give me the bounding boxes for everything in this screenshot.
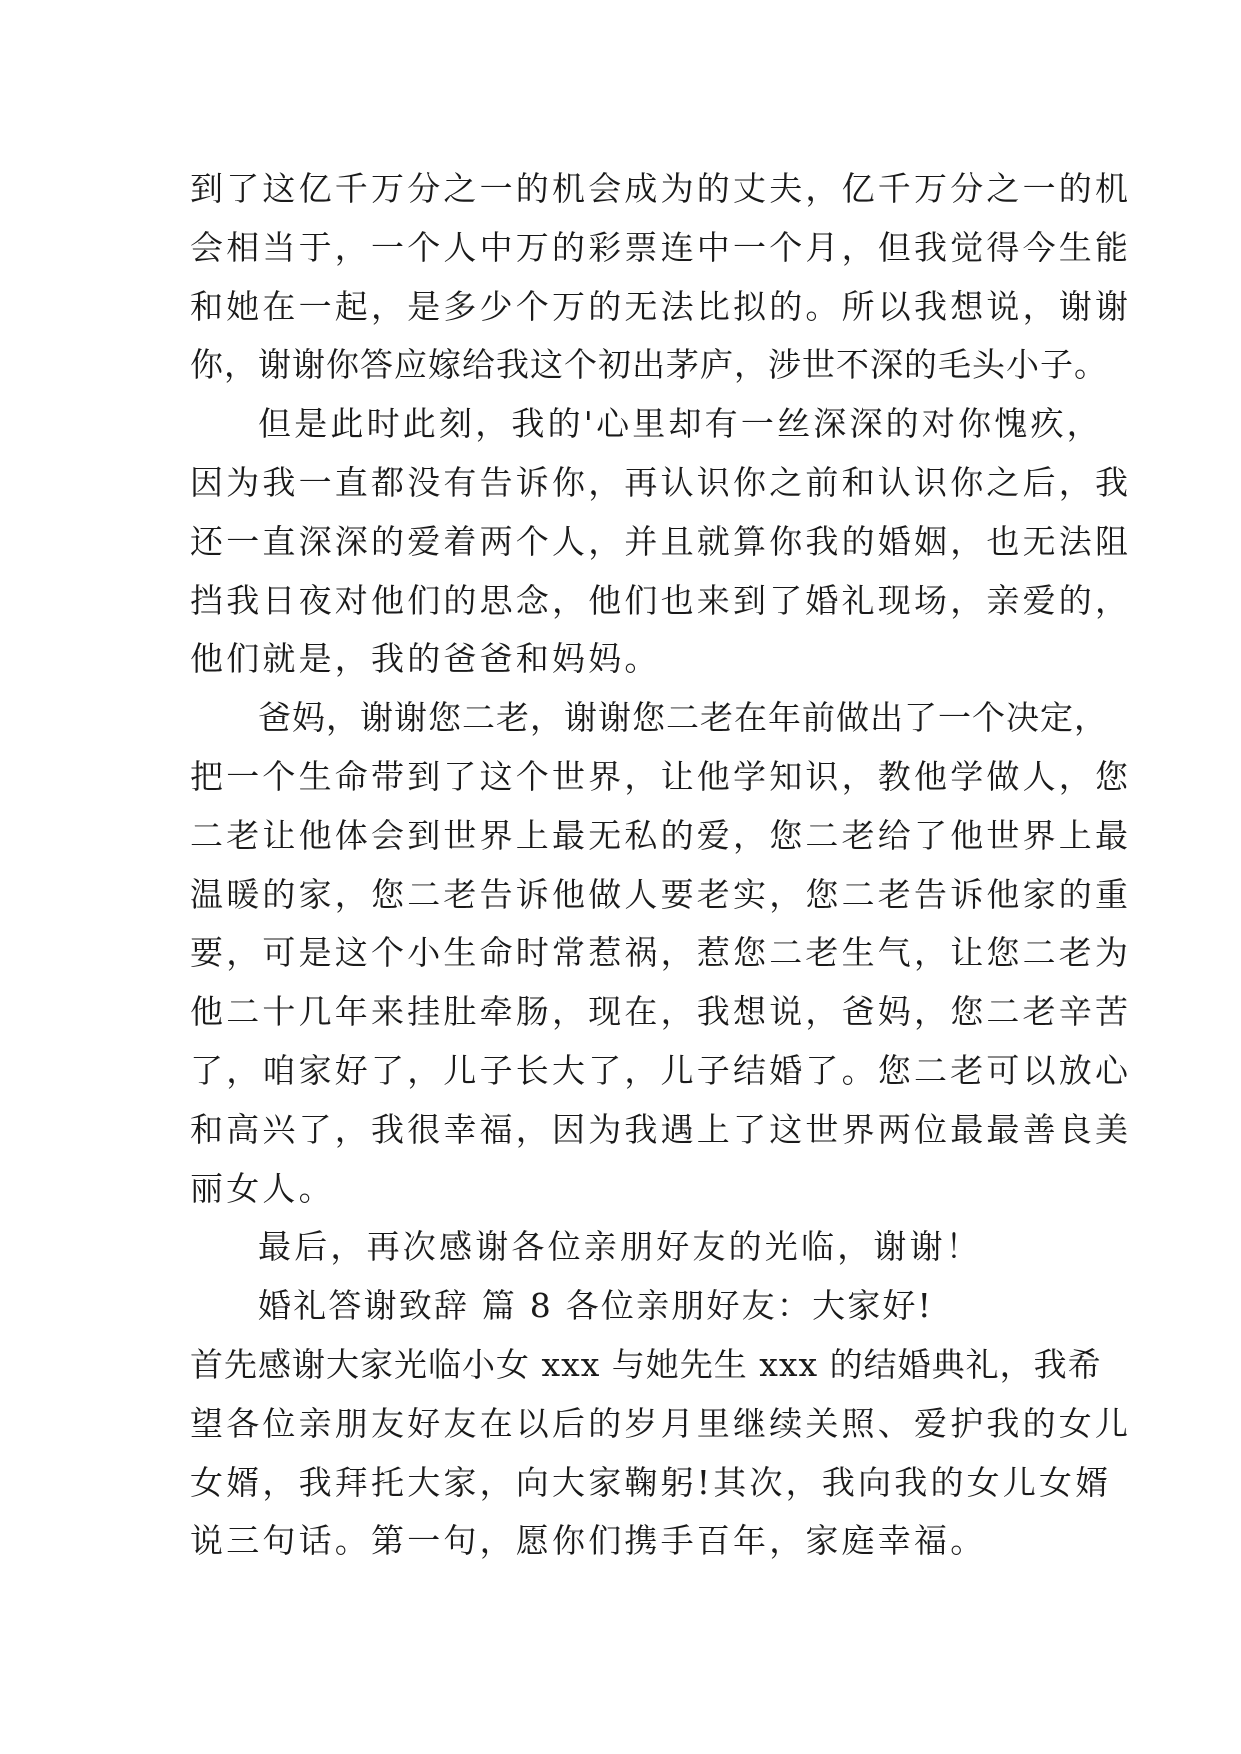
paragraph-start-line: 爸妈，谢谢您二老，谢谢您二老在年前做出了一个决定， <box>258 698 1108 738</box>
text-line: 首先感谢大家光临小女 xxx 与她先生 xxx 的结婚典礼，我希 <box>190 1344 1102 1384</box>
paragraph-start-line: 但是此时此刻，我的'心里却有一丝深深的对你愧疚， <box>258 404 1103 444</box>
text-line: 把一个生命带到了这个世界，让他学知识，教他学做人，您 <box>190 756 1132 796</box>
text-line: 会相当于，一个人中万的彩票连中一个月，但我觉得今生能 <box>190 227 1132 267</box>
text-line: 他二十几年来挂肚牵肠，现在，我想说，爸妈，您二老辛苦 <box>190 992 1132 1032</box>
text-line: 和她在一起，是多少个万的无法比拟的。所以我想说，谢谢 <box>190 286 1132 326</box>
text-line: 到了这亿千万分之一的机会成为的丈夫，亿千万分之一的机 <box>190 169 1132 208</box>
text-line: 二老让他体会到世界上最无私的爱，您二老给了他世界上最 <box>190 815 1132 855</box>
text-line: 因为我一直都没有告诉你，再认识你之前和认识你之后，我 <box>190 462 1132 502</box>
text-line: 温暖的家，您二老告诉他做人要老实，您二老告诉他家的重 <box>190 874 1132 914</box>
text-line: 了，咱家好了，儿子长大了，儿子结婚了。您二老可以放心 <box>190 1050 1132 1090</box>
text-line: 望各位亲朋友好友在以后的岁月里继续关照、爱护我的女儿 <box>190 1403 1132 1443</box>
text-line: 还一直深深的爱着两个人，并且就算你我的婚姻，也无法阻 <box>190 521 1132 561</box>
paragraph-start-line: 最后，再次感谢各位亲朋好友的光临，谢谢！ <box>258 1227 982 1267</box>
text-line: 要，可是这个小生命时常惹祸，惹您二老生气，让您二老为 <box>190 933 1132 973</box>
text-line: 女婿，我拜托大家，向大家鞠躬!其次，我向我的女儿女婿 <box>190 1462 1112 1502</box>
text-line: 你，谢谢你答应嫁给我这个初出茅庐，涉世不深的毛头小子。 <box>190 345 1108 385</box>
body-text <box>190 160 1132 1571</box>
text-line: 挡我日夜对他们的思念，他们也来到了婚礼现场，亲爱的， <box>190 580 1132 620</box>
text-line: 他们就是，我的爸爸和妈妈。 <box>190 639 661 679</box>
section-heading-line: 婚礼答谢致辞 篇 8 各位亲朋好友：大家好! <box>258 1286 934 1326</box>
text-line: 和高兴了，我很幸福，因为我遇上了这世界两位最最善良美 <box>190 1109 1132 1149</box>
text-line: 丽女人。 <box>190 1168 335 1208</box>
text-line: 说三句话。第一句，愿你们携手百年，家庭幸福。 <box>190 1521 987 1561</box>
